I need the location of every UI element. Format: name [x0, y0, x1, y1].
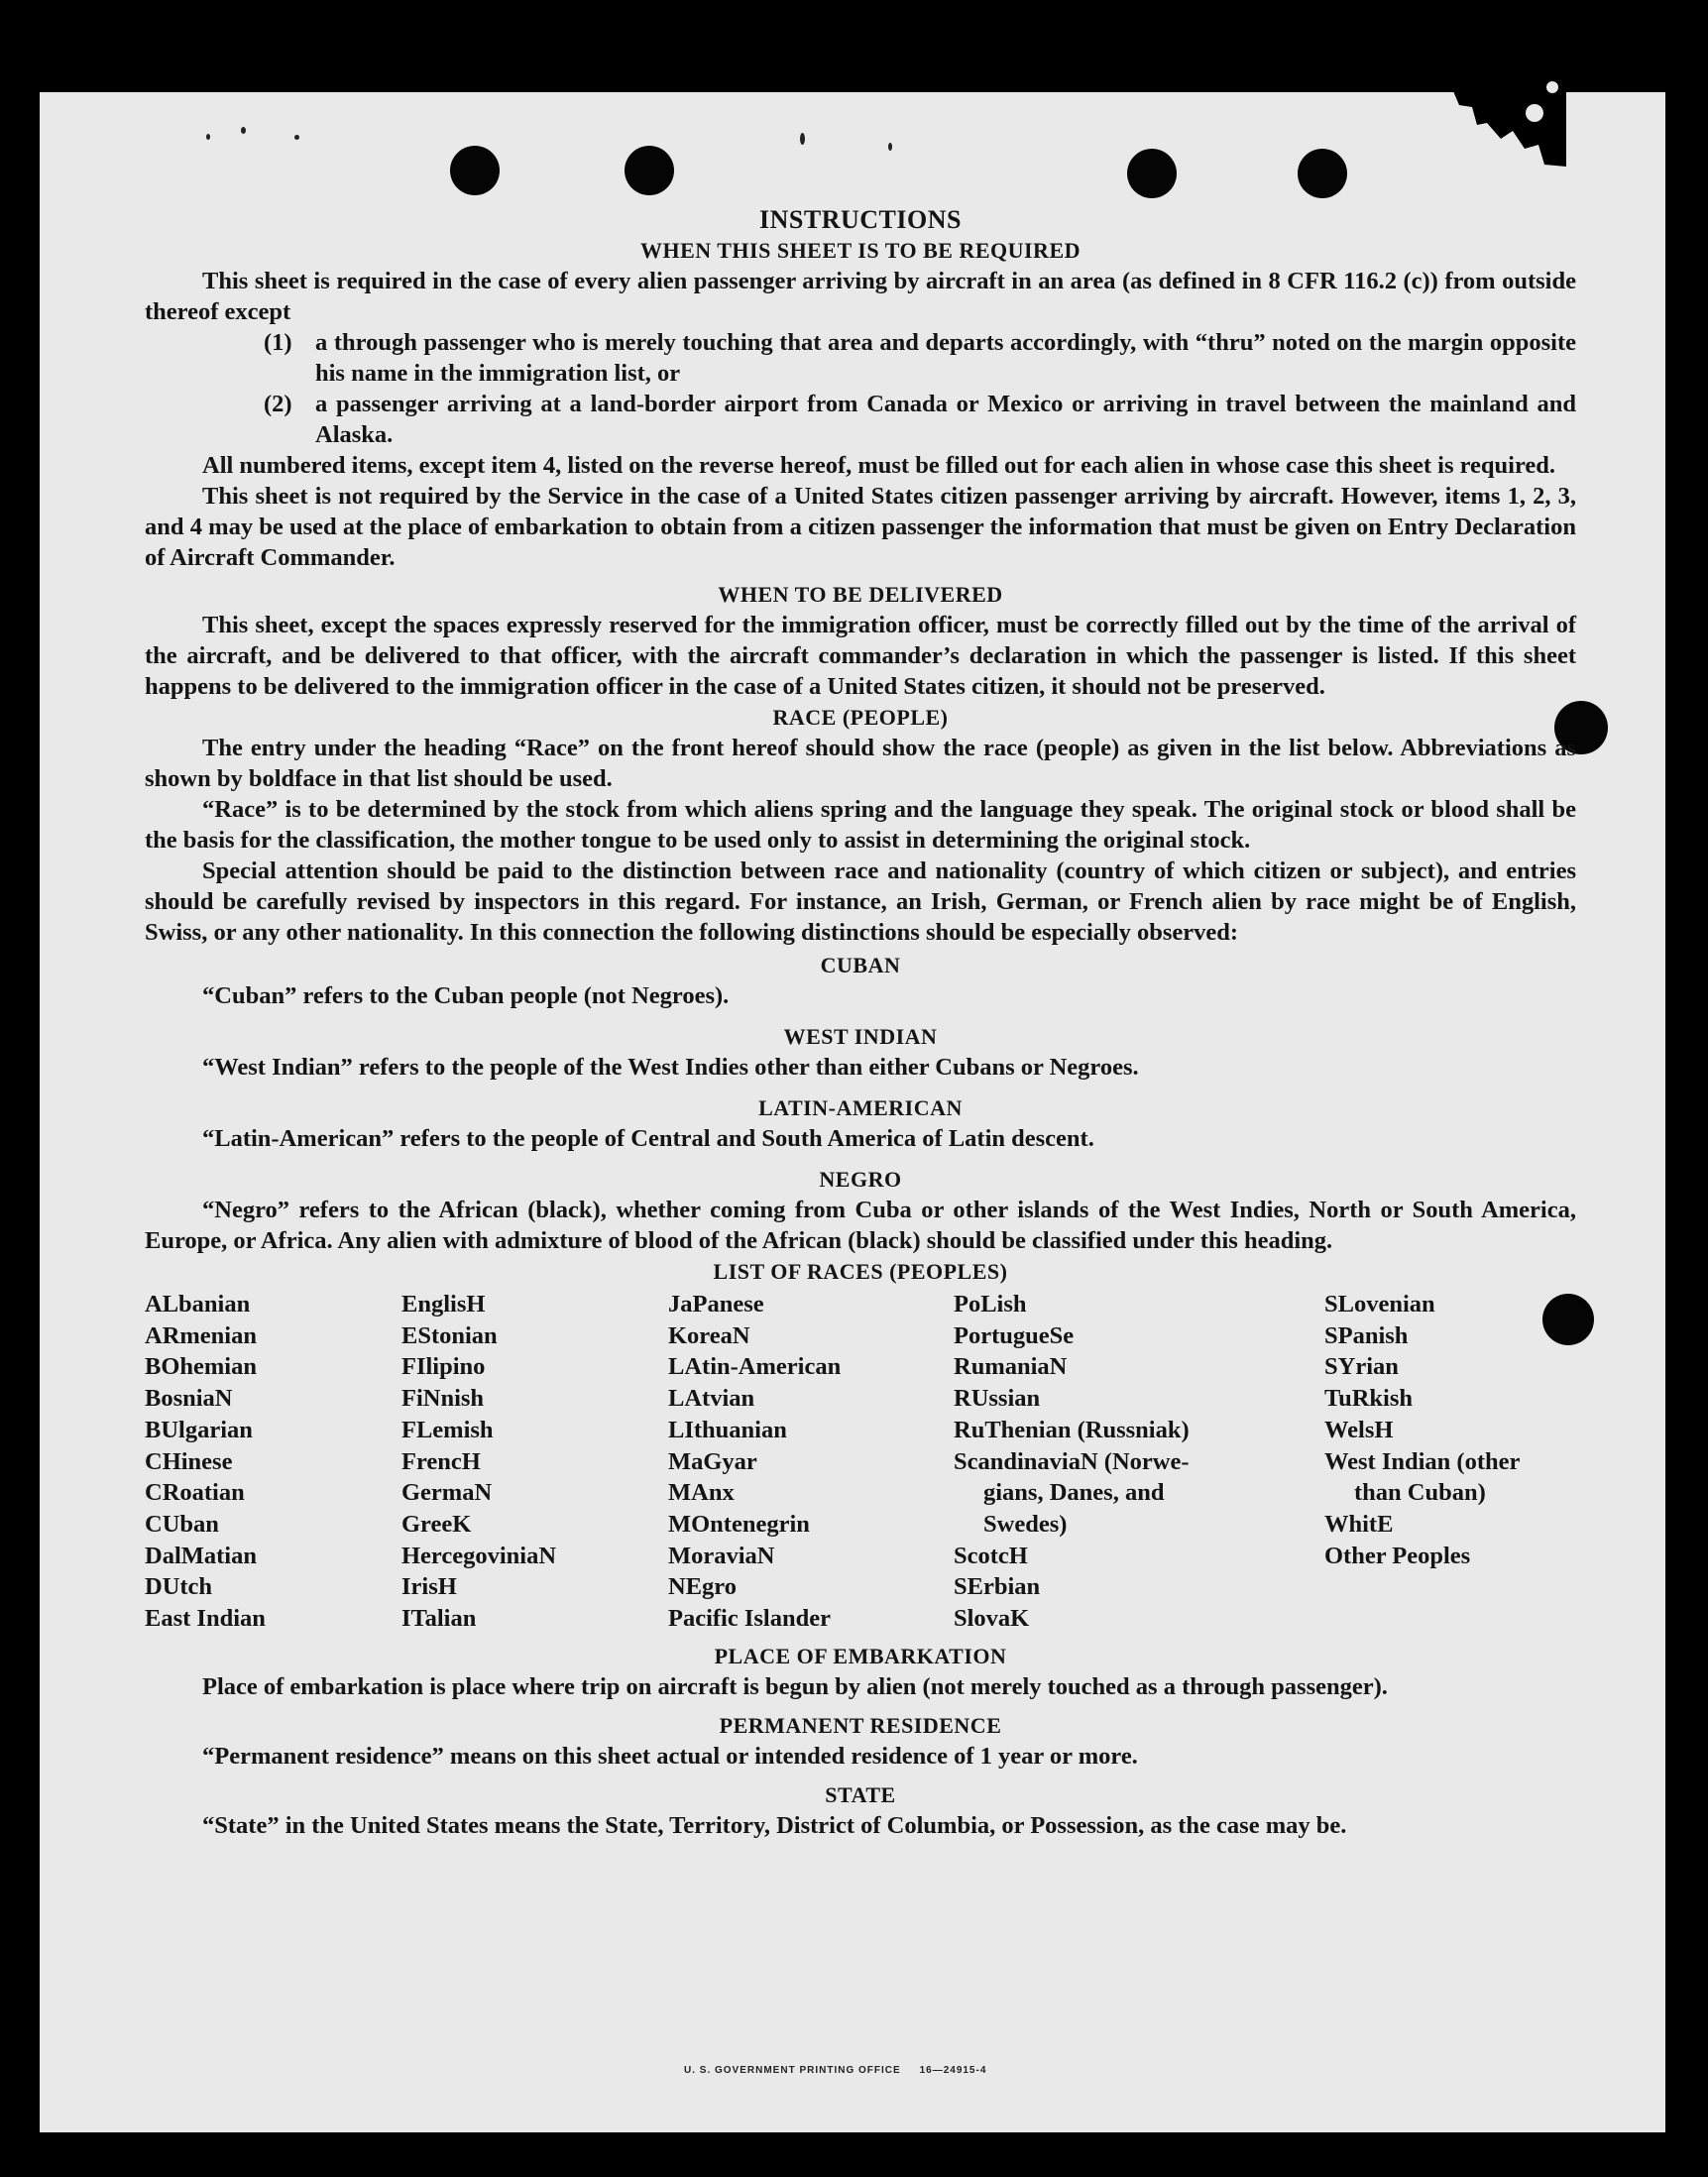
section-heading-races-list: LIST OF RACES (PEOPLES) [713, 1259, 1008, 1284]
race-entry: RuThenian (Russniak) [954, 1416, 1190, 1443]
residence-text: “Permanent residence” means on this sheet actual or intended residence of 1 year or more. [202, 1742, 1138, 1770]
race-entry: PortugueSe [954, 1321, 1075, 1349]
race-entry: East Indian [145, 1605, 266, 1633]
race-entry: FiNnish [401, 1385, 485, 1413]
exception-text: a through passenger who is merely touching that area and departs accordingly, with “thru” noted on the margin opposite his name in the immigration list, or [315, 329, 1576, 387]
west-indian-text: “West Indian” refers to the people of the West Indies other than either Cubans or Negroes. [202, 1054, 1139, 1081]
race-entry: SErbian [954, 1573, 1041, 1601]
race-entry: TuRkish [1324, 1385, 1414, 1413]
race-entry: DalMatian [145, 1542, 257, 1569]
race-entry: WhitE [1324, 1510, 1394, 1538]
ink-speck [294, 135, 299, 140]
race-entry: Pacific Islander [668, 1605, 831, 1633]
section-heading-negro: NEGRO [819, 1167, 902, 1192]
race-entry: JaPanese [668, 1291, 764, 1318]
race-entry: SYrian [1324, 1353, 1399, 1381]
race-paragraph-2: “Race” is to be determined by the stock from which aliens spring and the language they speak. The original stock or blood shall be the basis for the classification, the mother tongue to be used only to assist in determining the original stock. [145, 796, 1576, 854]
race-entry: RUssian [954, 1385, 1041, 1413]
race-entry: ALbanian [145, 1291, 251, 1318]
race-entry: GreeK [401, 1510, 472, 1538]
section-heading-residence: PERMANENT RESIDENCE [719, 1712, 1002, 1738]
race-paragraph-3: Special attention should be paid to the distinction between race and nationality (country of which citizen or subject), and entries should be carefully revised by inspectors in this regard. For instance, an Irish, German, or French alien by race might be of English, Swiss, or any other nationality. In this connection the following distinctions should be especially observed: [145, 858, 1576, 946]
race-entry: IrisH [401, 1573, 457, 1601]
race-entry: BUlgarian [145, 1416, 253, 1443]
race-entry: ScotcH [954, 1542, 1028, 1569]
negro-text: “Negro” refers to the African (black), whether coming from Cuba or other islands of the West Indies, North or South America, Europe, or Africa. Any alien with admixture of blood of the African (black) should be classified under this heading. [145, 1197, 1576, 1254]
race-entry: RumaniaN [954, 1353, 1068, 1381]
race-entry: MoraviaN [668, 1542, 775, 1569]
races-column [668, 1289, 954, 1635]
race-entry: FIlipino [401, 1353, 486, 1381]
race-entry: MOntenegrin [668, 1510, 810, 1538]
section-heading-west-indian: WEST INDIAN [783, 1024, 938, 1049]
race-entry: SlovaK [954, 1605, 1030, 1633]
numbered-items-note: All numbered items, except item 4, listed on the reverse hereof, must be filled out for each alien in whose case this sheet is required. [202, 452, 1556, 479]
punch-hole [1298, 149, 1347, 198]
section-heading-embarkation: PLACE OF EMBARKATION [714, 1643, 1007, 1668]
latin-american-text: “Latin-American” refers to the people of Central and South America of Latin descent. [202, 1125, 1094, 1152]
citizen-note: This sheet is not required by the Service in the case of a United States citizen passenger arriving by aircraft. However, items 1, 2, 3, and 4 may be used at the place of embarkation to obtain from a citizen passenger the information that must be given on Entry Declaration of Aircraft Commander. [145, 483, 1576, 571]
exception-text: a passenger arriving at a land-border airport from Canada or Mexico or arriving in travel between the mainland and Alaska. [315, 391, 1576, 448]
exception-number: (2) [264, 391, 292, 417]
instructions-content [145, 204, 1576, 1841]
ink-speck [888, 143, 892, 151]
torn-corner-damage [1418, 48, 1566, 167]
race-entry-continuation: gians, Danes, and [983, 1479, 1165, 1507]
race-entry: BosniaN [145, 1385, 233, 1413]
punch-hole [1127, 149, 1177, 198]
required-intro: This sheet is required in the case of every alien passenger arriving by aircraft in an area (as defined in 8 CFR 116.2 (c)) from outside thereof except [145, 268, 1576, 325]
race-paragraph-1: The entry under the heading “Race” on the front hereof should show the race (people) as given in the list below. Abbreviations as shown by boldface in that list should be used. [145, 735, 1576, 792]
race-entry: FrencH [401, 1447, 481, 1475]
punch-hole [450, 146, 500, 195]
race-entry: KoreaN [668, 1321, 750, 1349]
ink-speck [206, 134, 210, 140]
embarkation-text: Place of embarkation is place where trip on aircraft is begun by alien (not merely touched as a through passenger). [202, 1672, 1388, 1700]
race-entry: Other Peoples [1324, 1542, 1471, 1569]
race-entry: NEgro [668, 1573, 737, 1601]
state-text: “State” in the United States means the State, Territory, District of Columbia, or Possession, as the case may be. [202, 1811, 1347, 1839]
printing-office-imprint: U. S. GOVERNMENT PRINTING OFFICE 16—24915-4 [684, 2065, 987, 2076]
race-entry-continuation: than Cuban) [1354, 1479, 1486, 1507]
race-entry: ScandinaviaN (Norwe- [954, 1447, 1190, 1475]
race-entry: LAtvian [668, 1385, 755, 1413]
exception-item [264, 327, 1576, 389]
race-entry: SPanish [1324, 1321, 1409, 1349]
race-entry: LIthuanian [668, 1416, 787, 1443]
ink-speck [241, 127, 246, 134]
race-entry: FLemish [401, 1416, 494, 1443]
race-entry: EStonian [401, 1321, 498, 1349]
exception-item [264, 389, 1576, 450]
races-column [954, 1289, 1324, 1635]
cuban-text: “Cuban” refers to the Cuban people (not Negroes). [202, 982, 730, 1009]
race-entry: CUban [145, 1510, 219, 1538]
races-column [401, 1289, 668, 1635]
delivered-text: This sheet, except the spaces expressly reserved for the immigration officer, must be correctly filled out by the time of the arrival of the aircraft, and be delivered to that officer, with the aircraft commander’s declaration in which the passenger is listed. If this sheet happens to be delivered to the immigration officer in the case of a United States citizen, it should not be preserved. [145, 612, 1576, 700]
races-column [145, 1289, 401, 1635]
race-entry: MAnx [668, 1479, 735, 1507]
page-title: INSTRUCTIONS [759, 205, 962, 234]
race-entry: CRoatian [145, 1479, 245, 1507]
race-entry: PoLish [954, 1291, 1027, 1318]
section-heading-state: STATE [825, 1781, 896, 1807]
race-entry: WelsH [1324, 1416, 1394, 1443]
race-entry: ITalian [401, 1605, 477, 1633]
exception-number: (1) [264, 329, 292, 356]
punch-hole [625, 146, 674, 195]
race-entry: LAtin-American [668, 1353, 842, 1381]
race-entry: MaGyar [668, 1447, 757, 1475]
section-heading-delivered: WHEN TO BE DELIVERED [718, 582, 1003, 607]
ink-speck [800, 133, 805, 145]
section-heading-race: RACE (PEOPLE) [772, 705, 949, 730]
race-entry: GermaN [401, 1479, 493, 1507]
race-entry: CHinese [145, 1447, 233, 1475]
race-entry: DUtch [145, 1573, 213, 1601]
race-entry: BOhemian [145, 1353, 257, 1381]
race-entry: SLovenian [1324, 1291, 1435, 1318]
race-entry: ARmenian [145, 1321, 257, 1349]
section-heading-latin-american: LATIN-AMERICAN [758, 1095, 963, 1120]
race-entry: HercegoviniaN [401, 1542, 557, 1569]
section-heading-required: WHEN THIS SHEET IS TO BE REQUIRED [639, 238, 1082, 263]
races-column [1324, 1289, 1576, 1635]
section-heading-cuban: CUBAN [820, 953, 901, 977]
race-entry: EnglisH [401, 1291, 486, 1318]
race-entry-continuation: Swedes) [983, 1510, 1068, 1538]
race-entry: West Indian (other [1324, 1447, 1521, 1475]
races-list-table [145, 1289, 1576, 1635]
